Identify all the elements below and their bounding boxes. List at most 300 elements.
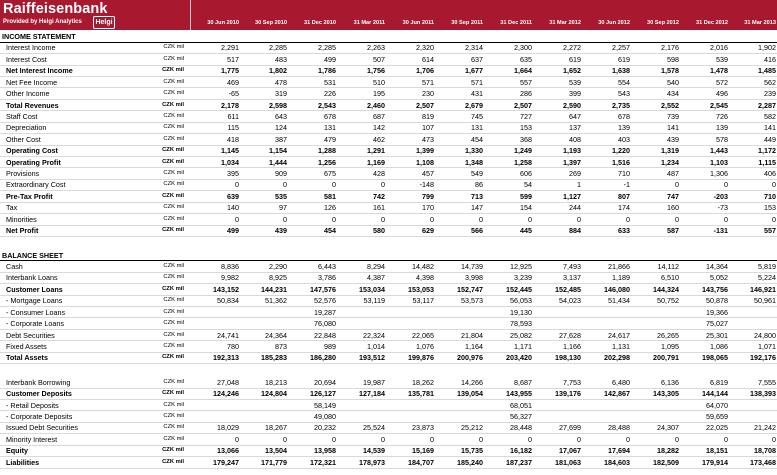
table-cell: 540: [667, 77, 679, 87]
table-cell: 24,800: [754, 330, 776, 340]
table-cell: 1,172: [758, 146, 776, 156]
table-cell: 124,804: [261, 389, 287, 399]
table-row: [0, 377, 777, 388]
table-cell: 27,699: [559, 423, 581, 433]
row-label: Depreciation: [6, 123, 47, 133]
table-cell: 19,366: [706, 307, 728, 317]
table-cell: 1,189: [612, 273, 630, 283]
row-unit: CZK mil: [162, 147, 184, 154]
table-cell: 1,145: [221, 146, 239, 156]
table-cell: 27,628: [559, 330, 581, 340]
table-cell: 1,516: [612, 157, 630, 167]
table-cell: 726: [716, 111, 728, 121]
table-cell: 226: [324, 89, 336, 99]
table-cell: 8,294: [367, 261, 385, 271]
table-cell: 161: [373, 203, 385, 213]
row-unit: CZK mil: [162, 158, 184, 165]
table-cell: 144,231: [261, 284, 287, 294]
row-label: - Corporate Loans: [6, 319, 64, 329]
table-cell: 0: [235, 434, 239, 444]
table-cell: 18,282: [657, 446, 679, 456]
table-cell: 12,925: [510, 261, 532, 271]
period-header: 30 Jun 2011: [402, 20, 434, 26]
table-cell: 18,029: [217, 423, 239, 433]
table-row: [0, 179, 777, 190]
table-cell: 28,488: [608, 423, 630, 433]
table-cell: 6,136: [661, 377, 679, 387]
row-unit: CZK mil: [162, 192, 184, 199]
table-cell: 21,804: [461, 330, 483, 340]
table-cell: 7,493: [563, 261, 581, 271]
row-label: - Mortgage Loans: [6, 296, 63, 306]
table-row: [0, 157, 777, 168]
table-cell: 2,287: [758, 100, 776, 110]
table-cell: 184,603: [604, 457, 630, 467]
table-cell: 16,182: [510, 446, 532, 456]
table-cell: 611: [227, 111, 239, 121]
table-cell: 202,298: [604, 353, 630, 363]
table-cell: 139,054: [457, 389, 483, 399]
row-label: INCOME STATEMENT: [2, 32, 76, 41]
row-unit: CZK mil: [163, 435, 184, 442]
table-row: [0, 54, 777, 65]
row-unit: CZK mil: [163, 204, 184, 211]
table-row: [0, 77, 777, 88]
row-unit: CZK mil: [162, 354, 184, 361]
table-cell: 15,735: [461, 446, 483, 456]
table-row: [0, 352, 777, 363]
table-cell: 1,131: [612, 341, 630, 351]
section-header: [0, 250, 777, 261]
table-cell: 571: [471, 77, 483, 87]
table-cell: 408: [569, 134, 581, 144]
table-cell: -148: [419, 180, 434, 190]
table-cell: 439: [275, 226, 287, 236]
row-unit: CZK mil: [163, 170, 184, 177]
table-row: [0, 225, 777, 236]
table-cell: 160: [667, 203, 679, 213]
table-cell: 0: [332, 180, 336, 190]
table-cell: 154: [520, 203, 532, 213]
table-cell: 1,348: [465, 157, 483, 167]
table-cell: 499: [324, 54, 336, 64]
table-cell: 28,448: [510, 423, 532, 433]
table-cell: 487: [667, 169, 679, 179]
table-cell: 0: [235, 214, 239, 224]
period-header: 30 Jun 2010: [207, 20, 239, 26]
table-cell: 0: [577, 214, 581, 224]
table-cell: 152,747: [457, 284, 483, 294]
table-cell: 479: [324, 134, 336, 144]
row-unit: CZK mil: [162, 67, 184, 74]
table-cell: 58,149: [314, 400, 336, 410]
table-cell: 22,065: [412, 330, 434, 340]
table-cell: 170: [422, 203, 434, 213]
table-cell: 97: [279, 203, 287, 213]
table-row: [0, 411, 777, 422]
table-row: [0, 65, 777, 76]
table-cell: 18,262: [412, 377, 434, 387]
table-cell: 7,555: [758, 377, 776, 387]
table-row: [0, 214, 777, 225]
row-label: Issued Debt Securities: [6, 423, 78, 433]
table-cell: 0: [772, 434, 776, 444]
table-cell: 710: [764, 191, 776, 201]
table-cell: 200,976: [457, 353, 483, 363]
table-cell: 143,305: [653, 389, 679, 399]
table-cell: 127,184: [359, 389, 385, 399]
row-unit: CZK mil: [163, 331, 184, 338]
table-cell: 1,330: [465, 146, 483, 156]
table-cell: 25,301: [706, 330, 728, 340]
table-cell: 0: [479, 434, 483, 444]
table-cell: 428: [373, 169, 385, 179]
table-cell: 14,539: [363, 446, 385, 456]
table-cell: 25,212: [461, 423, 483, 433]
table-cell: 17,694: [608, 446, 630, 456]
row-label: Pre-Tax Profit: [6, 191, 53, 201]
table-cell: 0: [283, 180, 287, 190]
row-label: - Consumer Loans: [6, 307, 66, 317]
table-cell: 244: [569, 203, 581, 213]
table-cell: 4,387: [367, 273, 385, 283]
table-cell: 517: [227, 54, 239, 64]
table-cell: -1: [623, 180, 630, 190]
table-cell: -73: [717, 203, 728, 213]
table-cell: 153: [764, 203, 776, 213]
row-label: Interest Income: [6, 43, 56, 53]
table-cell: 143,152: [213, 284, 239, 294]
table-cell: 56,327: [510, 412, 532, 422]
table-cell: 193,512: [359, 353, 385, 363]
row-label: Staff Cost: [6, 111, 38, 121]
table-cell: 554: [618, 77, 630, 87]
row-unit: CZK mil: [163, 135, 184, 142]
table-row: [0, 261, 777, 272]
table-cell: 7,753: [563, 377, 581, 387]
row-unit: CZK mil: [163, 413, 184, 420]
row-unit: CZK mil: [162, 227, 184, 234]
table-cell: 747: [667, 191, 679, 201]
row-unit: CZK mil: [163, 274, 184, 281]
table-cell: 1,485: [758, 66, 776, 76]
table-cell: 1,319: [661, 146, 679, 156]
table-cell: 819: [422, 111, 434, 121]
row-unit: CZK mil: [163, 55, 184, 62]
table-cell: 22,848: [314, 330, 336, 340]
table-row: [0, 111, 777, 122]
table-cell: 172,321: [310, 457, 336, 467]
row-label: Minorities: [6, 214, 37, 224]
row-label: Total Assets: [6, 353, 48, 363]
row-label: Total Revenues: [6, 100, 59, 110]
table-cell: 142,867: [604, 389, 630, 399]
table-cell: 19,987: [363, 377, 385, 387]
table-cell: 439: [667, 134, 679, 144]
table-cell: 496: [716, 89, 728, 99]
table-row: [0, 88, 777, 99]
table-cell: 20,694: [314, 377, 336, 387]
row-rule: [0, 363, 777, 364]
table-cell: 1,014: [367, 341, 385, 351]
table-row: [0, 295, 777, 306]
table-cell: 126: [324, 203, 336, 213]
table-cell: 2,679: [465, 100, 483, 110]
table-cell: 68,051: [510, 400, 532, 410]
table-cell: 86: [475, 180, 483, 190]
table-cell: 2,735: [612, 100, 630, 110]
table-cell: 1,399: [416, 146, 434, 156]
table-cell: 13,504: [265, 446, 287, 456]
table-cell: 2,176: [661, 43, 679, 53]
table-cell: 457: [422, 169, 434, 179]
table-cell: 1,902: [758, 43, 776, 53]
table-cell: 152,445: [506, 284, 532, 294]
row-unit: CZK mil: [163, 90, 184, 97]
period-header: 31 Mar 2012: [549, 20, 581, 26]
table-cell: 17,067: [559, 446, 581, 456]
table-cell: 535: [275, 191, 287, 201]
period-header: 30 Sep 2010: [254, 20, 287, 26]
table-cell: 1,103: [710, 157, 728, 167]
row-label: Liabilities: [6, 457, 40, 467]
table-cell: 203,420: [506, 353, 532, 363]
table-cell: 1,306: [710, 169, 728, 179]
table-cell: 0: [528, 434, 532, 444]
table-cell: 578: [716, 134, 728, 144]
table-cell: 21,866: [608, 261, 630, 271]
table-cell: 1,071: [758, 341, 776, 351]
table-cell: 8,687: [514, 377, 532, 387]
table-cell: 581: [324, 191, 336, 201]
table-cell: 126,127: [310, 389, 336, 399]
table-cell: 22,025: [706, 423, 728, 433]
table-cell: 713: [471, 191, 483, 201]
table-cell: 395: [227, 169, 239, 179]
table-cell: 0: [675, 434, 679, 444]
table-cell: 6,819: [710, 377, 728, 387]
table-cell: 187,237: [506, 457, 532, 467]
table-cell: 0: [626, 214, 630, 224]
table-cell: 171,779: [261, 457, 287, 467]
row-unit: CZK mil: [163, 342, 184, 349]
table-cell: 1,086: [710, 341, 728, 351]
row-unit: CZK mil: [163, 297, 184, 304]
table-cell: 52,576: [314, 296, 336, 306]
table-cell: 2,460: [367, 100, 385, 110]
period-header-row: [190, 20, 775, 30]
table-cell: 141: [667, 123, 679, 133]
table-cell: 14,266: [461, 377, 483, 387]
table-cell: 678: [618, 111, 630, 121]
table-cell: 580: [373, 226, 385, 236]
table-cell: 51,434: [608, 296, 630, 306]
row-label: Extraordinary Cost: [6, 180, 66, 190]
table-row: [0, 134, 777, 145]
table-cell: 239: [764, 89, 776, 99]
table-cell: 1,127: [563, 191, 581, 201]
table-cell: 1,444: [269, 157, 287, 167]
table-cell: 0: [626, 434, 630, 444]
table-cell: 445: [520, 226, 532, 236]
table-row: [0, 100, 777, 111]
table-cell: 639: [227, 191, 239, 201]
table-cell: 0: [283, 214, 287, 224]
row-label: Operating Profit: [6, 157, 61, 167]
table-cell: 0: [675, 214, 679, 224]
table-cell: 50,878: [706, 296, 728, 306]
table-cell: 50,752: [657, 296, 679, 306]
row-unit: CZK mil: [163, 112, 184, 119]
row-unit: CZK mil: [163, 401, 184, 408]
table-cell: -203: [713, 191, 728, 201]
table-cell: 153,034: [359, 284, 385, 294]
table-cell: 989: [324, 341, 336, 351]
row-unit: CZK mil: [163, 181, 184, 188]
table-cell: 6,510: [661, 273, 679, 283]
table-cell: 0: [381, 214, 385, 224]
table-cell: 3,239: [514, 273, 532, 283]
table-cell: 24,741: [217, 330, 239, 340]
table-cell: 739: [667, 111, 679, 121]
table-cell: 499: [227, 226, 239, 236]
table-cell: 179,247: [213, 457, 239, 467]
table-cell: 107: [422, 123, 434, 133]
row-unit: CZK mil: [163, 308, 184, 315]
table-cell: 1,664: [514, 66, 532, 76]
table-cell: 24,307: [657, 423, 679, 433]
table-cell: 19,287: [314, 307, 336, 317]
period-header: 31 Dec 2010: [303, 20, 336, 26]
table-cell: 0: [430, 434, 434, 444]
table-cell: 2,285: [269, 43, 287, 53]
table-cell: 473: [422, 134, 434, 144]
table-cell: 399: [569, 89, 581, 99]
table-cell: 909: [275, 169, 287, 179]
table-cell: 1,706: [416, 66, 434, 76]
table-cell: 182,509: [653, 457, 679, 467]
table-cell: 1,256: [318, 157, 336, 167]
table-cell: 24,617: [608, 330, 630, 340]
table-cell: 678: [324, 111, 336, 121]
table-cell: 5,052: [710, 273, 728, 283]
table-cell: 687: [373, 111, 385, 121]
row-label: Interest Cost: [6, 54, 47, 64]
table-row: [0, 434, 777, 445]
table-cell: 131: [324, 123, 336, 133]
table-cell: 1,166: [563, 341, 581, 351]
table-cell: 18,151: [706, 446, 728, 456]
table-cell: 431: [471, 89, 483, 99]
table-cell: 884: [569, 226, 581, 236]
table-cell: 531: [324, 77, 336, 87]
table-cell: 13,958: [314, 446, 336, 456]
table-cell: 192,313: [213, 353, 239, 363]
table-cell: 510: [373, 77, 385, 87]
table-cell: 2,507: [416, 100, 434, 110]
table-cell: 137: [569, 123, 581, 133]
table-cell: 449: [764, 134, 776, 144]
table-cell: 144,324: [653, 284, 679, 294]
table-cell: 2,016: [710, 43, 728, 53]
table-row: [0, 457, 777, 468]
table-cell: 0: [772, 214, 776, 224]
table-cell: 539: [569, 77, 581, 87]
table-cell: 26,265: [657, 330, 679, 340]
table-row: [0, 284, 777, 295]
table-cell: 2,552: [661, 100, 679, 110]
period-header: 30 Sep 2012: [646, 20, 679, 26]
row-label: Customer Deposits: [6, 389, 72, 399]
row-unit: CZK mil: [163, 262, 184, 269]
table-cell: 1,638: [612, 66, 630, 76]
table-cell: 368: [520, 134, 532, 144]
table-cell: 629: [422, 226, 434, 236]
table-cell: 4,398: [416, 273, 434, 283]
row-unit: CZK mil: [163, 320, 184, 327]
table-cell: 727: [520, 111, 532, 121]
table-cell: 147,576: [310, 284, 336, 294]
table-cell: 1,220: [612, 146, 630, 156]
period-header: 31 Dec 2012: [695, 20, 728, 26]
table-cell: 54: [524, 180, 532, 190]
table-cell: 1,288: [318, 146, 336, 156]
table-cell: 387: [275, 134, 287, 144]
table-cell: 0: [577, 434, 581, 444]
table-row: [0, 272, 777, 283]
row-label: Minority Interest: [6, 434, 58, 444]
table-cell: 1,775: [221, 66, 239, 76]
table-cell: 0: [479, 214, 483, 224]
section-header: [0, 31, 777, 42]
table-cell: 139: [716, 123, 728, 133]
row-label: Provisions: [6, 169, 40, 179]
table-cell: 454: [471, 134, 483, 144]
table-cell: 13,066: [217, 446, 239, 456]
table-cell: 557: [764, 226, 776, 236]
table-cell: 143,756: [702, 284, 728, 294]
table-cell: 1,234: [661, 157, 679, 167]
table-cell: 147: [471, 203, 483, 213]
table-cell: 5,224: [758, 273, 776, 283]
table-cell: 179,914: [702, 457, 728, 467]
table-cell: 319: [275, 89, 287, 99]
table-cell: 2,257: [612, 43, 630, 53]
period-header: 31 Dec 2011: [500, 20, 532, 26]
period-header: 30 Jun 2012: [598, 20, 630, 26]
table-cell: 1,249: [514, 146, 532, 156]
table-cell: 185,283: [261, 353, 287, 363]
table-cell: 200,791: [653, 353, 679, 363]
table-cell: 18,213: [265, 377, 287, 387]
table-cell: 9,982: [221, 273, 239, 283]
table-cell: 14,364: [706, 261, 728, 271]
table-row: [0, 191, 777, 202]
helgi-logo: Helgi: [93, 16, 115, 29]
table-cell: 483: [275, 54, 287, 64]
table-cell: 53,117: [412, 296, 434, 306]
table-cell: 572: [716, 77, 728, 87]
table-cell: 18,708: [754, 446, 776, 456]
table-cell: 5,819: [758, 261, 776, 271]
table-cell: 124,246: [213, 389, 239, 399]
table-cell: 139,176: [555, 389, 581, 399]
row-label: Cash: [6, 261, 23, 271]
table-row: [0, 445, 777, 456]
table-cell: 454: [324, 226, 336, 236]
table-cell: 0: [430, 214, 434, 224]
table-cell: -131: [713, 226, 728, 236]
